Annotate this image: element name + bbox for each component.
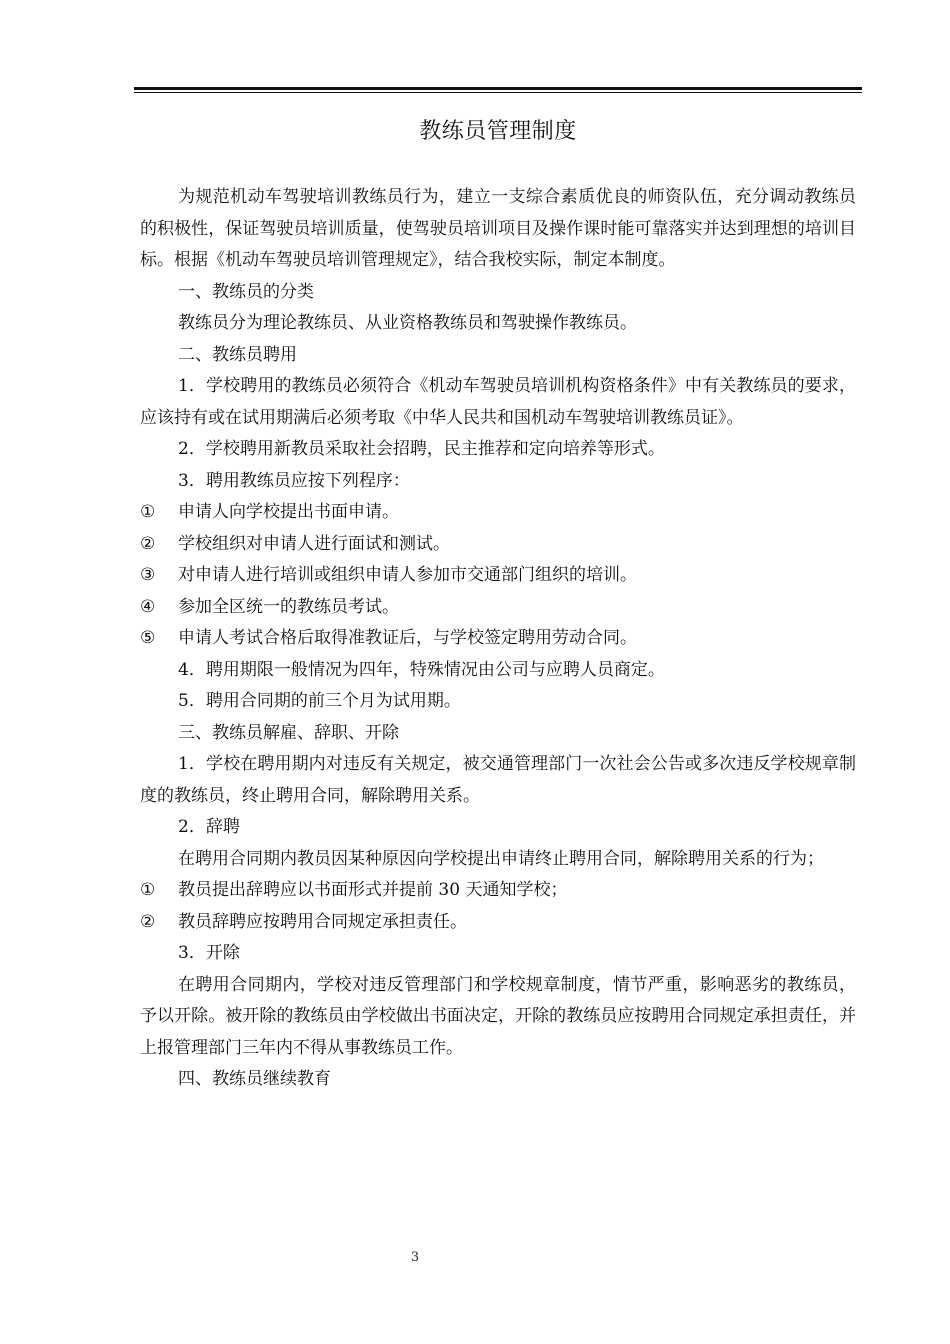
section-heading-4: 四、教练员继续教育 xyxy=(178,1069,331,1089)
list-item-text: 参加全区统一的教练员考试。 xyxy=(178,596,399,617)
circled-list-item xyxy=(140,529,856,561)
numbered-item: 2．辞聘 xyxy=(178,817,240,837)
page-number-text: 3 xyxy=(410,1250,420,1265)
document-body xyxy=(140,182,856,1096)
list-item-text: 申请人向学校提出书面申请。 xyxy=(178,502,399,522)
section-heading-1: 一、教练员的分类 xyxy=(178,281,314,302)
numbered-item: 1．学校聘用的教练员必须符合《机动车驾驶员培训机构资格条件》中有关教练员的要求，应该持有或在试用期满后必须考取《中华人民共和国机动车驾驶培训教练员证》。 xyxy=(140,376,856,428)
list-item-text: 教员辞聘应按聘用合同规定承担责任。 xyxy=(178,911,467,932)
circled-list-item xyxy=(140,875,856,907)
circled-number-marker: ③ xyxy=(140,565,156,585)
numbered-item: 3．聘用教练员应按下列程序： xyxy=(178,470,410,491)
circled-number-marker: ② xyxy=(140,533,156,554)
section-heading-2: 二、教练员聘用 xyxy=(178,344,297,365)
numbered-item: 2．学校聘用新教员采取社会招聘，民主推荐和定向培养等形式。 xyxy=(178,439,665,459)
circled-number-marker: ① xyxy=(140,880,156,900)
paragraph: 在聘用合同期内教员因某种原因向学校提出申请终止聘用合同，解除聘用关系的行为； xyxy=(178,848,824,869)
numbered-item: 1．学校在聘用期内对违反有关规定，被交通管理部门一次社会公告或多次违反学校规章制度的教练员，终止聘用合同，解除聘用关系。 xyxy=(140,754,856,806)
header-double-rule xyxy=(134,87,862,93)
list-item-text: 对申请人进行培训或组织申请人参加市交通部门组织的培训。 xyxy=(178,565,637,585)
numbered-item: 3．开除 xyxy=(178,943,240,963)
circled-number-marker: ① xyxy=(140,502,156,522)
page-number xyxy=(0,1250,950,1266)
list-item-text: 申请人考试合格后取得准教证后，与学校签定聘用劳动合同。 xyxy=(178,628,637,648)
section-heading-3: 三、教练员解雇、辞职、开除 xyxy=(178,722,399,743)
numbered-item: 4．聘用期限一般情况为四年，特殊情况由公司与应聘人员商定。 xyxy=(178,659,665,680)
list-item-text: 教员提出辞聘应以书面形式并提前 30 天通知学校； xyxy=(178,880,568,900)
document-title: 教练员管理制度 xyxy=(419,119,577,144)
paragraph: 在聘用合同期内，学校对违反管理部门和学校规章制度，情节严重，影响恶劣的教练员，予以开除。被开除的教练员由学校做出书面决定，开除的教练员应按聘用合同规定承担责任，并上报管理部门三年内不得从事教练员工作。 xyxy=(140,974,856,1058)
paragraph: 教练员分为理论教练员、从业资格教练员和驾驶操作教练员。 xyxy=(178,313,637,333)
circled-list-item xyxy=(140,592,856,624)
list-item-text: 学校组织对申请人进行面试和测试。 xyxy=(178,533,450,554)
circled-list-item xyxy=(140,560,856,592)
circled-list-item xyxy=(140,907,856,939)
circled-number-marker: ④ xyxy=(140,596,156,617)
circled-list-item xyxy=(140,497,856,529)
circled-number-marker: ② xyxy=(140,911,156,932)
intro-paragraph: 为规范机动车驾驶培训教练员行为，建立一支综合素质优良的师资队伍，充分调动教练员的积极性，保证驾驶员培训质量，使驾驶员培训项目及操作课时能可靠落实并达到理想的培训目标。根据《机动车驾驶员培训管理规定》，结合我校实际，制定本制度。 xyxy=(140,187,856,270)
numbered-item: 5．聘用合同期的前三个月为试用期。 xyxy=(178,691,461,711)
circled-number-marker: ⑤ xyxy=(140,628,156,648)
circled-list-item xyxy=(140,623,856,655)
